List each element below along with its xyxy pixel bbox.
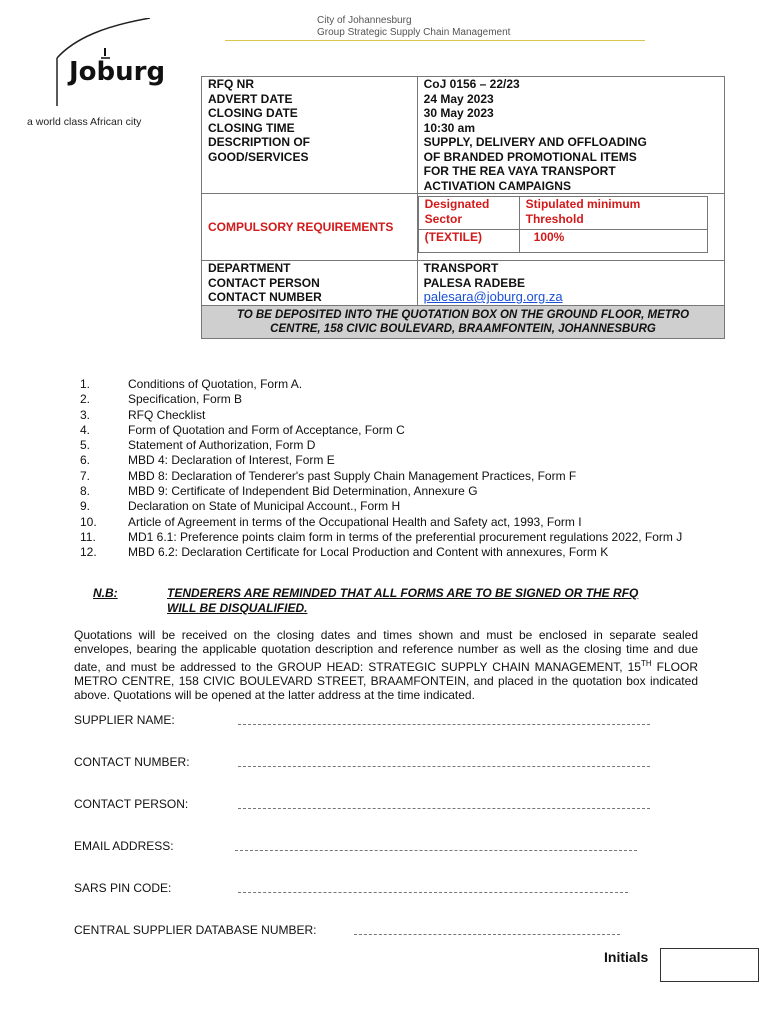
rfq-row-top: [202, 77, 725, 194]
document-list-item: [80, 438, 720, 453]
initials-label: Initials: [604, 949, 649, 965]
sars-pin-line[interactable]: [238, 892, 628, 893]
document-list-item: [80, 484, 720, 499]
document-list-item: [80, 392, 720, 407]
joburg-logo-graphic: [55, 18, 165, 108]
header-org: City of Johannesburg: [317, 15, 412, 26]
list-item-number: 4.: [80, 422, 91, 437]
department-labels-cell: [202, 261, 418, 306]
designated-sector-value: (TEXTILE): [418, 230, 519, 253]
instructions-sup: TH: [640, 658, 652, 668]
header-dept: Group Strategic Supply Chain Management: [317, 27, 511, 38]
closing-date-value: 30 May 2023: [423, 106, 494, 120]
document-list-item: [80, 515, 720, 530]
contact-email-link[interactable]: palesara@joburg.org.za: [423, 289, 563, 304]
designated-sector-header: Designated Sector: [418, 197, 519, 230]
instructions-text: Quotations will be received on the closing dates and times shown and must be enclosed in separate sealed envelopes, bearing the applicable quotation description and reference number as well as the closing time and due date, and must be addressed to the GROUP HEAD: STRATEGIC SUPPLY CHAIN MANAGEMENT, 15: [74, 628, 698, 674]
threshold-header: Stipulated minimum Threshold: [519, 197, 707, 230]
list-item-number: 8.: [80, 484, 91, 499]
contact-number-label: CONTACT NUMBER: [208, 290, 322, 304]
contact-person-label: CONTACT PERSON: [208, 275, 320, 290]
logo-wordmark: Joburg: [69, 57, 165, 87]
list-item-text: MD1 6.1: Preference points claim form in terms of the preferential procurement regulations 2022, Form J: [128, 529, 683, 544]
list-item-number: 2.: [80, 392, 91, 407]
description-label-2: GOOD/SERVICES: [208, 149, 309, 164]
list-item-number: 3.: [80, 407, 91, 422]
list-item-number: 11.: [80, 529, 96, 544]
header-rule: [225, 40, 645, 41]
supplier-name-line[interactable]: [238, 724, 650, 725]
list-item-text: MBD 8: Declaration of Tenderer's past Supply Chain Management Practices, Form F: [128, 468, 577, 483]
compulsory-values-cell: [417, 194, 724, 261]
list-item-text: Statement of Authorization, Form D: [128, 438, 316, 453]
advert-date-label: ADVERT DATE: [208, 91, 293, 106]
csd-number-line[interactable]: [354, 934, 620, 935]
list-item-text: Declaration on State of Municipal Account., Form H: [128, 499, 401, 514]
list-item-number: 1.: [80, 377, 91, 391]
list-item-text: Article of Agreement in terms of the Occupational Health and Safety act, 1993, Form I: [128, 514, 582, 529]
rfq-values-cell: [417, 77, 724, 194]
department-values-cell: [417, 261, 724, 306]
sars-pin-label: SARS PIN CODE:: [74, 881, 172, 895]
list-item-number: 9.: [80, 499, 91, 514]
contact-person-value: PALESA RADEBE: [423, 275, 525, 290]
initials-box[interactable]: [660, 948, 759, 982]
list-item-text: MBD 4: Declaration of Interest, Form E: [128, 453, 335, 468]
list-item-number: 7.: [80, 468, 91, 483]
department-value: TRANSPORT: [423, 261, 499, 275]
logo-tagline: a world class African city: [27, 116, 142, 128]
supplier-name-label: SUPPLIER NAME:: [74, 713, 175, 727]
document-list-item: [80, 423, 720, 438]
rfq-nr-label: RFQ NR: [208, 77, 254, 91]
email-address-label: EMAIL ADDRESS:: [74, 839, 174, 853]
closing-time-value: 10:30 am: [423, 120, 476, 135]
deposit-note: TO BE DEPOSITED INTO THE QUOTATION BOX ON THE GROUND FLOOR, METRO CENTRE, 158 CIVIC BOULEVARD, BRAAMFONTEIN, JOHANNESBURG: [202, 305, 725, 338]
list-item-text: MBD 6.2: Declaration Certificate for Local Production and Content with annexures, Form K: [128, 545, 609, 560]
list-item-text: Specification, Form B: [128, 392, 243, 407]
advert-date-value: 24 May 2023: [423, 91, 494, 106]
contact-number-line[interactable]: [238, 766, 650, 767]
document-list-item: [80, 453, 720, 468]
deposit-row: [202, 305, 725, 338]
list-item-number: 5.: [80, 438, 91, 453]
closing-time-label: CLOSING TIME: [208, 120, 295, 135]
department-row: [202, 261, 725, 306]
list-item-text: Conditions of Quotation, Form A.: [128, 377, 303, 391]
description-value: SUPPLY, DELIVERY AND OFFLOADING OF BRANDED PROMOTIONAL ITEMS FOR THE REA VAYA TRANSPORT ACTIVATION CAMPAIGNS: [423, 135, 647, 193]
csd-number-label: CENTRAL SUPPLIER DATABASE NUMBER:: [74, 923, 317, 937]
threshold-value: 100%: [519, 230, 707, 253]
rfq-nr-value: CoJ 0156 – 22/23: [423, 77, 520, 91]
document-list-item: [80, 530, 720, 545]
nb-label: N.B:: [93, 586, 118, 600]
document-list-item: [80, 545, 720, 560]
list-item-number: 10.: [80, 514, 97, 529]
threshold-table: [418, 196, 708, 253]
description-label: DESCRIPTION OF: [208, 135, 311, 149]
closing-date-label: CLOSING DATE: [208, 106, 298, 120]
rfq-labels-cell: [202, 77, 418, 194]
list-item-text: Form of Quotation and Form of Acceptance, Form C: [128, 422, 405, 437]
contact-number-field-label: CONTACT NUMBER:: [74, 755, 190, 769]
list-item-number: 6.: [80, 453, 91, 468]
document-list-item: [80, 499, 720, 514]
list-item-text: MBD 9: Certificate of Independent Bid Determination, Annexure G: [128, 484, 478, 499]
department-label: DEPARTMENT: [208, 261, 291, 275]
contact-person-line[interactable]: [238, 808, 650, 809]
compulsory-label: COMPULSORY REQUIREMENTS: [208, 219, 394, 234]
document-list-item: [80, 408, 720, 423]
document-list-item: [80, 469, 720, 484]
list-item-text: RFQ Checklist: [128, 407, 206, 422]
email-address-line[interactable]: [235, 850, 637, 851]
rfq-table: [201, 76, 725, 339]
compulsory-label-cell: [202, 194, 418, 261]
nb-warning: TENDERERS ARE REMINDED THAT ALL FORMS ARE TO BE SIGNED OR THE RFQ WILL BE DISQUALIFIED.: [167, 586, 639, 615]
instructions-text-2: FLOOR METRO CENTRE, 158 CIVIC BOULEVARD STREET, BRAAMFONTEIN, and placed in the quotation box indicated above. Quotations will be opened at the latter address at the time indicated.: [74, 659, 698, 703]
document-header: [317, 15, 510, 39]
joburg-logo: [55, 18, 165, 108]
document-list-item: [80, 377, 720, 392]
compulsory-row: [202, 194, 725, 261]
contact-person-field-label: CONTACT PERSON:: [74, 797, 189, 811]
list-item-number: 12.: [80, 545, 97, 560]
required-documents-list: [80, 377, 720, 561]
submission-instructions: [74, 628, 698, 702]
